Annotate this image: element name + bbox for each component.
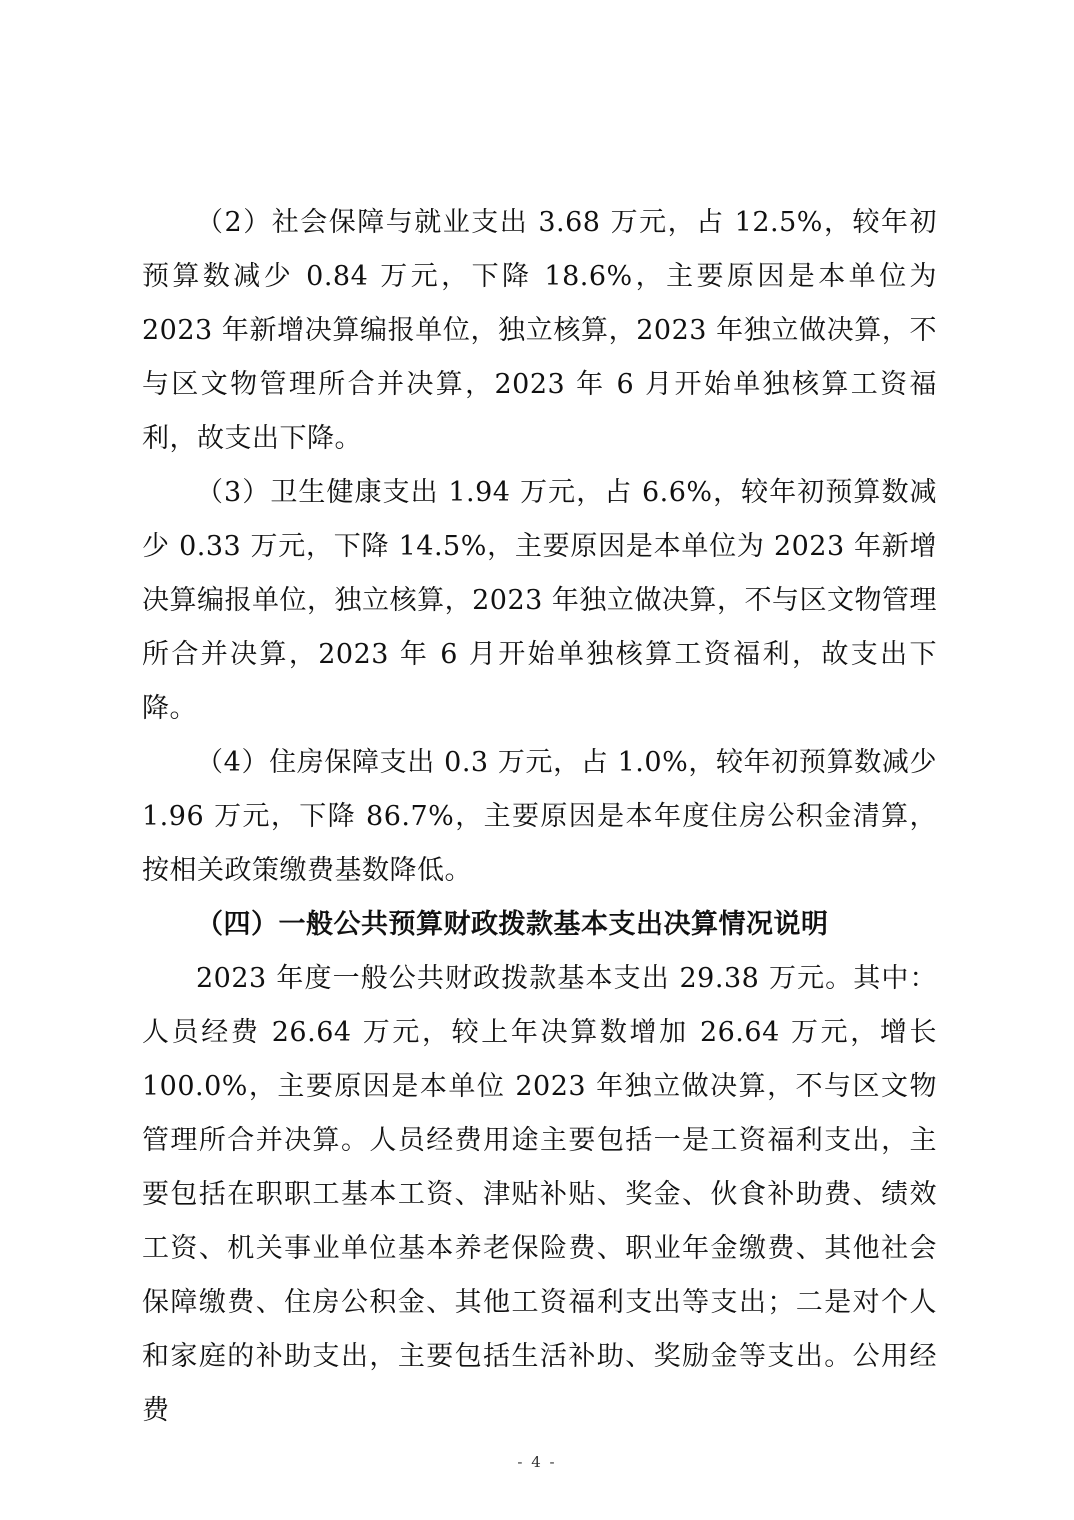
page-number: - 4 -	[517, 1453, 557, 1471]
section-heading: （四）一般公共预算财政拨款基本支出决算情况说明	[196, 909, 829, 940]
body-text	[142, 196, 937, 1438]
paragraph-housing: （4）住房保障支出 0.3 万元，占 1.0%，较年初预算数减少 1.96 万元，下降 86.7%，主要原因是本年度住房公积金清算，按相关政策缴费基数降低。	[142, 747, 937, 886]
paragraph-social-security: （2）社会保障与就业支出 3.68 万元，占 12.5%，较年初预算数减少 0.84 万元，下降 18.6%，主要原因是本单位为 2023 年新增决算编报单位，独立核算，2023 年独立做决算，不与区文物管理所合并决算，2023 年 6 月开始单独核算工资福利，故支出下降。	[142, 207, 937, 454]
paragraph-health: （3）卫生健康支出 1.94 万元，占 6.6%，较年初预算数减少 0.33 万元，下降 14.5%，主要原因是本单位为 2023 年新增决算编报单位，独立核算，2023 年独立做决算，不与区文物管理所合并决算，2023 年 6 月开始单独核算工资福利，故支出下降。	[142, 477, 937, 724]
paragraph-basic-expenditure: 2023 年度一般公共财政拨款基本支出 29.38 万元。其中：人员经费 26.64 万元，较上年决算数增加 26.64 万元，增长 100.0%，主要原因是本单位 2023 年独立做决算，不与区文物管理所合并决算。人员经费用途主要包括一是工资福利支出，主要包括在职职工基本工资、津贴补贴、奖金、伙食补助费、绩效工资、机关事业单位基本养老保险费、职业年金缴费、其他社会保障缴费、住房公积金、其他工资福利支出等支出；二是对个人和家庭的补助支出，主要包括生活补助、奖励金等支出。公用经费	[142, 963, 937, 1426]
